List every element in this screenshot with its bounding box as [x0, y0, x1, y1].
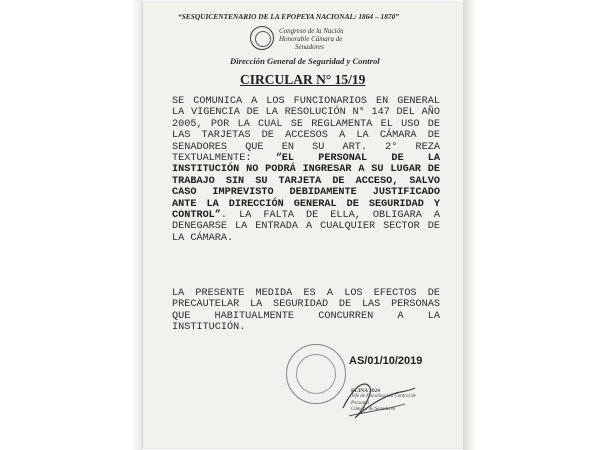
institution-line-3: Senadores: [295, 43, 324, 52]
signer-title-1: Jefe de Fiscalización Control de Personal: [351, 394, 416, 406]
paragraph-1-intro: SE COMUNICA A LOS FUNCIONARIOS EN GENERAL LA VIGENCIA DE LA RESOLUCIÓN N° 147 DEL AÑO 2005, POR LA CUAL SE REGLAMENTA EL USO DE LAS TARJETAS DE ACCESOS A LA CÁMARA DE SENADORES QUE EN SU ART. 2° REZA TEXTUALMENTE:: [172, 96, 440, 165]
direction-title: Dirección General de Seguridad y Control: [230, 56, 380, 66]
institution-name: [279, 27, 379, 52]
institution-line-2: Honorable Cámara de: [279, 35, 343, 44]
national-seal-icon: [250, 26, 274, 50]
header-motto: “SESQUICENTENARIO DE LA EPOPEYA NACIONAL: 1864 – 1870”: [178, 12, 399, 21]
paper-right-edge: [463, 0, 477, 450]
signer-name: ELINA 2024: [351, 388, 380, 394]
circular-title: CIRCULAR N° 15/19: [240, 72, 366, 87]
signer-title-2: Cámara de Senadores: [351, 407, 396, 413]
paragraph-1-end: . LA FALTA DE ELLA, OBLIGARA A DENEGARSE LA ENTRADA A CUALQUIER SECTOR DE LA CÁMARA.: [172, 210, 440, 244]
institution-line-1: Congreso de la Nación: [279, 27, 344, 35]
paper-left-edge: [131, 0, 143, 450]
paragraph-1: [172, 96, 440, 244]
paragraph-2: LA PRESENTE MEDIDA ES A LOS EFECTOS DE PRECAUTELAR LA SEGURIDAD DE LAS PERSONAS QUE HABITUALMENTE CONCURREN A LA INSTITUCIÓN.: [172, 288, 440, 334]
date-stamp: AS/01/10/2019: [349, 355, 423, 367]
signature-block: [351, 388, 435, 414]
paragraph-1-quote: “EL PERSONAL DE LA INSTITUCIÓN NO PODRÁ INGRESAR A SU LUGAR DE TRABAJO SIN SU TARJETA DE ACCESO, SALVO CASO IMPREVISTO DEBIDAMENTE JUSTIFICADO ANTE LA DIRECCIÓN GENERAL DE SEGURIDAD Y CONTROL”: [172, 153, 440, 222]
